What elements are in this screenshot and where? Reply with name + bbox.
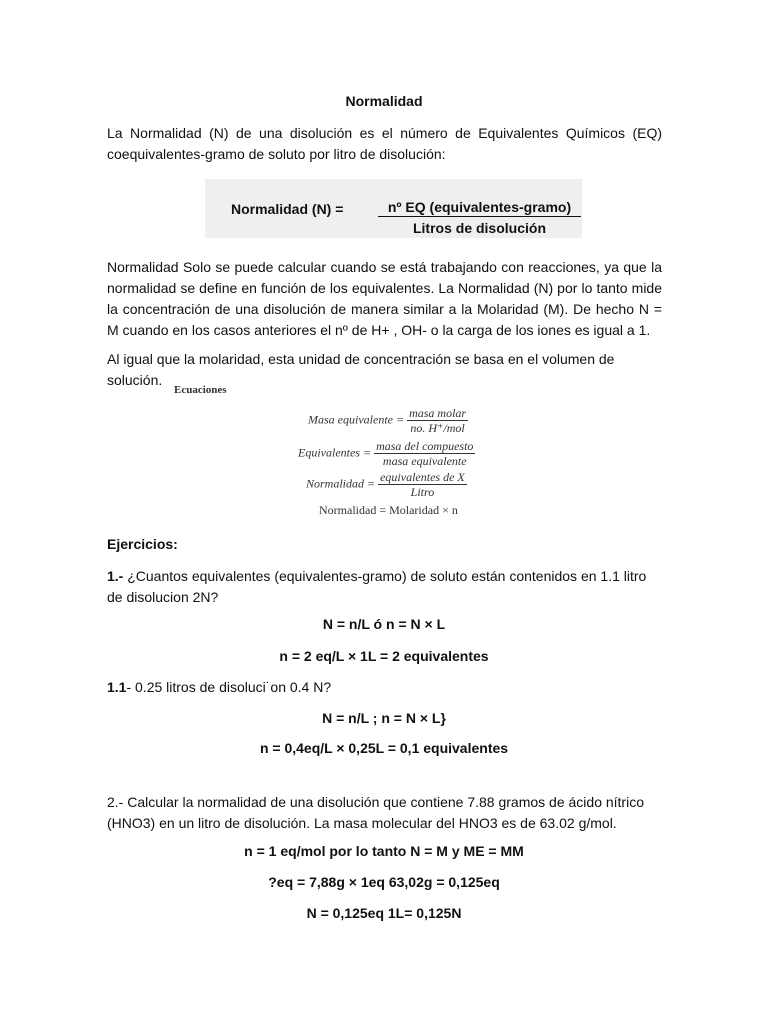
eq1-denominator: no. H⁺/mol [410, 421, 465, 435]
explanation-paragraph: Normalidad Solo se puede calcular cuando se está trabajando con reacciones, ya que la normalidad se define en función de los equivalentes. La Normalidad (N) por lo tanto mide la concentración de una disolución de manera similar a la Molaridad (M). De hecho N = M cuando en los casos anteriores el nº de H+ , OH- o la carga de los iones es igual a 1. [107, 259, 662, 338]
exercise-2-question: 2.- Calcular la normalidad de una disolución que contiene 7.88 gramos de ácido nítrico (HNO3) en un litro de disolución. La masa molecular del HNO3 es de 63.02 g/mol. [107, 794, 644, 831]
eq3-lhs: Normalidad = [306, 476, 376, 491]
equation-masa-equivalente [308, 406, 468, 435]
exercise-1-1-question [107, 679, 331, 695]
eq1-lhs: Masa equivalente = [308, 412, 405, 427]
normality-formula-box [205, 179, 582, 238]
exercise-2-line-3: N = 0,125eq 1L= 0,125N [306, 905, 462, 921]
intro-paragraph: La Normalidad (N) de una disolución es el número de Equivalentes Químicos (EQ) coequivalentes-gramo de soluto por litro de disolución: [107, 125, 662, 162]
formula-numerator: nº EQ (equivalentes-gramo) [378, 199, 581, 217]
exercise-1-1-result: n = 0,4eq/L × 0,25L = 0,1 equivalentes [259, 740, 509, 756]
formula-label: Normalidad (N) = [231, 201, 344, 217]
exercise-1-text: ¿Cuantos equivalentes (equivalentes-gramo) de soluto están contenidos en 1.1 litro de disolucion 2N? [107, 568, 647, 605]
eq2-fraction [374, 439, 475, 468]
eq3-fraction [378, 470, 467, 499]
exercise-1-1-formula: N = n/L ; n = N × L} [322, 710, 446, 726]
exercise-1-1-text: - 0.25 litros de disoluci˙on 0.4 N? [126, 679, 332, 695]
equation-equivalentes [298, 439, 475, 468]
page-title: Normalidad [345, 93, 423, 109]
exercise-1-question [107, 566, 662, 608]
eq1-fraction [407, 406, 468, 435]
exercise-2-line-1: n = 1 eq/mol por lo tanto N = M y ME = MM [244, 843, 524, 859]
exercises-heading: Ejercicios: [107, 536, 178, 552]
eq1-numerator: masa molar [409, 406, 467, 420]
exercise-2-line-2: ?eq = 7,88g × 1eq 63,02g = 0,125eq [268, 874, 500, 890]
volume-paragraph: Al igual que la molaridad, esta unidad de concentración se basa en el volumen de solución. [107, 351, 615, 388]
equation-normalidad-molaridad: Normalidad = Molaridad × n [319, 503, 458, 517]
equations-heading: Ecuaciones [174, 384, 227, 396]
equation-normalidad [306, 470, 467, 499]
formula-denominator: Litros de disolución [412, 220, 546, 236]
eq3-numerator: equivalentes de X [380, 470, 465, 484]
eq2-lhs: Equivalentes = [298, 445, 372, 460]
eq2-denominator: masa equivalente [382, 454, 467, 468]
eq2-numerator: masa del compuesto [376, 439, 474, 453]
exercise-1-formula: N = n/L ó n = N × L [322, 616, 446, 632]
exercise-1-number: 1.- [107, 568, 124, 584]
exercise-1-result: n = 2 eq/L × 1L = 2 equivalentes [279, 648, 489, 664]
eq3-denominator: Litro [410, 485, 435, 499]
exercise-1-1-number: 1.1 [107, 679, 127, 695]
